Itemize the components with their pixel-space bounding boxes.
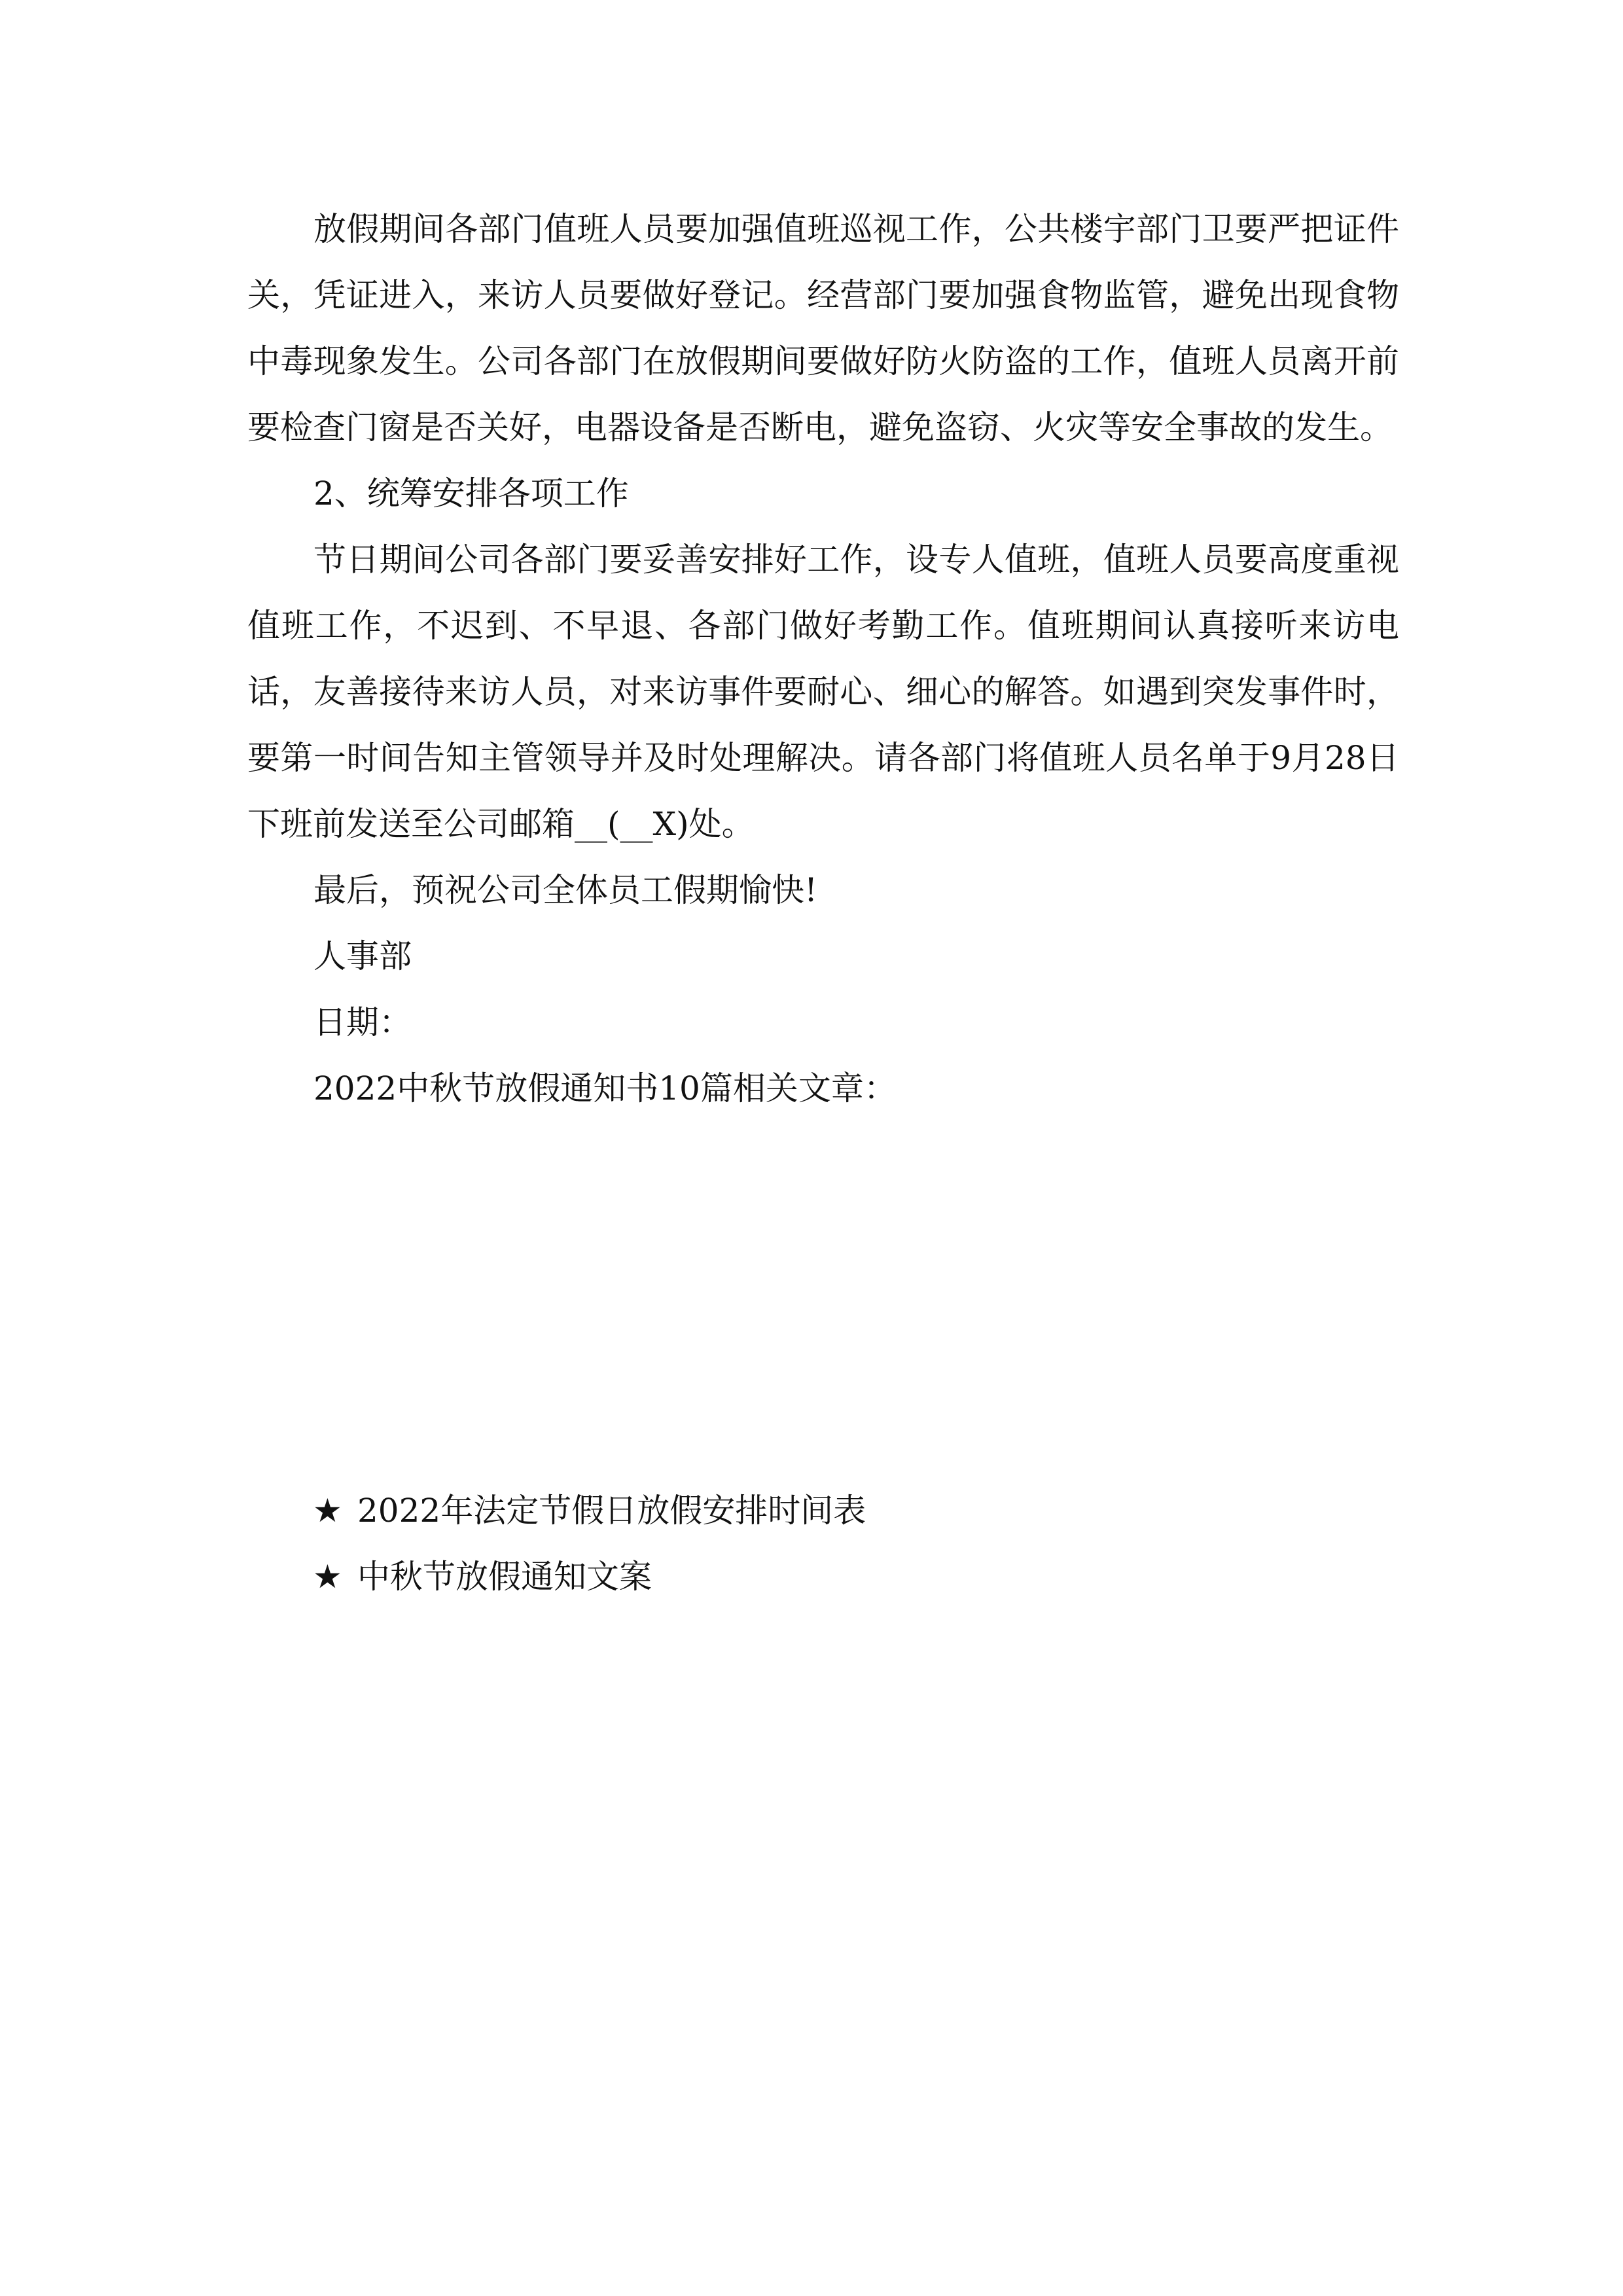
date-label: 日期： <box>313 1003 412 1041</box>
section-heading-arrange-work: 2、统筹安排各项工作 <box>313 475 629 512</box>
paragraph-duty-patrol: 放假期间各部门值班人员要加强值班巡视工作，公共楼宇部门卫要严把证件关，凭证进入，来访人员要做好登记。经营部门要加强食物监管，避免出现食物中毒现象发生。公司各部门在放假期间要做好防火防盗的工作，值班人员离开前要检查门窗是否关好，电器设备是否断电，避免盗窃、火灾等安全事故的发生。 <box>247 210 1399 446</box>
related-article-label: 中秋节放假通知文案 <box>357 1558 652 1596</box>
closing-greeting: 最后，预祝公司全体员工假期愉快! <box>313 871 818 909</box>
document-body <box>247 196 1399 1122</box>
related-article-link[interactable] <box>313 1544 1360 1610</box>
paragraph-holiday-arrangement: 节日期间公司各部门要妥善安排好工作，设专人值班，值班人员要高度重视值班工作，不迟到、不早退、各部门做好考勤工作。值班期间认真接听来访电话，友善接待来访人员，对来访事件要耐心、细心的解答。如遇到突发事件时，要第一时间告知主管领导并及时处理解决。请各部门将值班人员名单于9月28日下班前发送至公司邮箱__(__X)处。 <box>247 541 1399 843</box>
signature-department: 人事部 <box>313 937 412 975</box>
related-articles-heading: 2022中秋节放假通知书10篇相关文章： <box>313 1069 897 1107</box>
related-article-link[interactable] <box>313 1478 1360 1544</box>
star-icon: ★ <box>313 1558 342 1596</box>
related-article-label: 2022年法定节假日放假安排时间表 <box>357 1492 866 1530</box>
star-icon: ★ <box>313 1492 342 1530</box>
related-articles-list <box>313 1478 1360 1610</box>
